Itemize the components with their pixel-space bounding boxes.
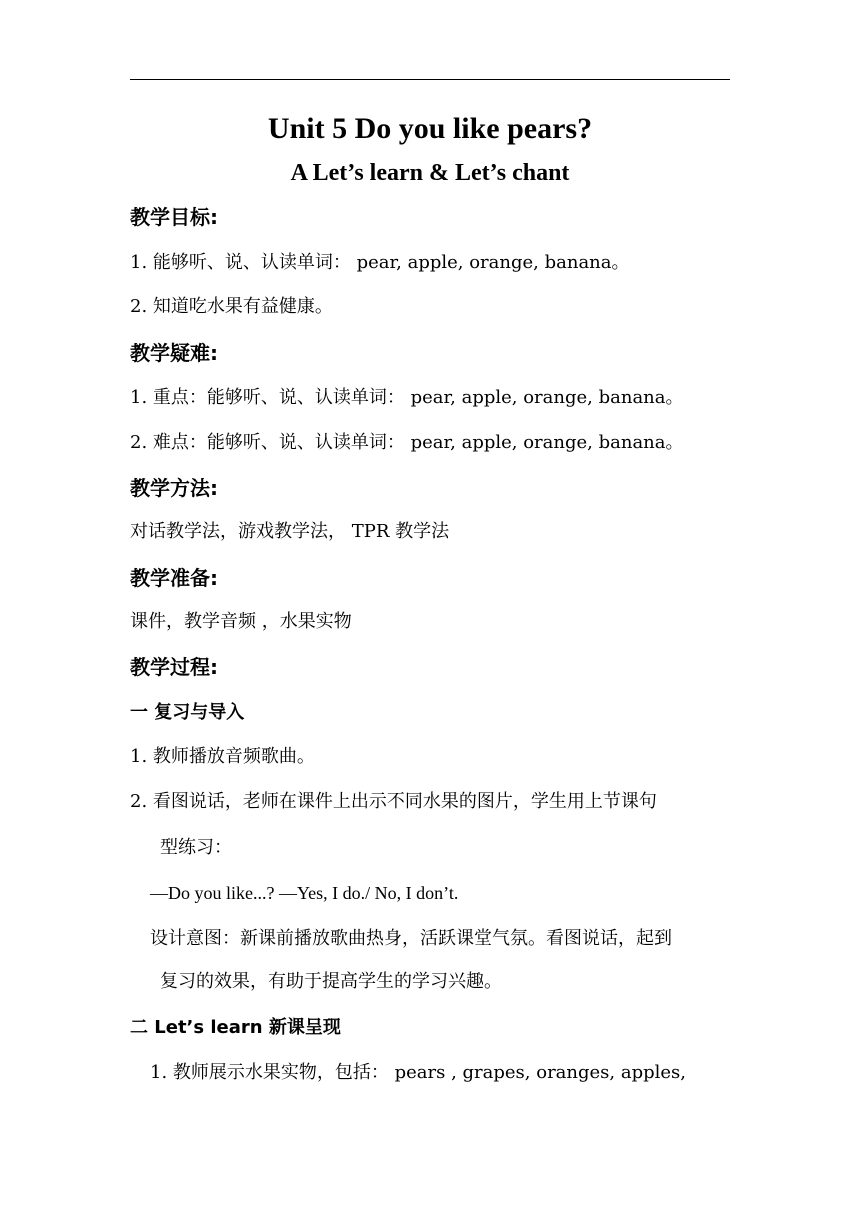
dialogue-example: —Do you like...? —Yes, I do./ No, I don’t. <box>150 883 459 903</box>
difficulty-item: 1. 重点：能够听、说、认读单词： pear, apple, orange, banana。 <box>130 387 684 408</box>
difficulty-item: 2. 难点：能够听、说、认读单词： pear, apple, orange, banana。 <box>130 432 684 453</box>
part2-heading: 二 Let’s learn 新课呈现 <box>130 1017 341 1038</box>
part1-item: 2. 看图说话，老师在课件上出示不同水果的图片，学生用上节课句 <box>130 791 657 812</box>
design-intent: 设计意图：新课前播放歌曲热身，活跃课堂气氛。看图说话，起到 <box>150 928 672 949</box>
objective-item: 1. 能够听、说、认读单词： pear, apple, orange, banana。 <box>130 252 630 273</box>
difficulties-heading: 教学疑难: <box>130 341 218 365</box>
process-heading: 教学过程: <box>130 655 218 679</box>
objective-item: 2. 知道吃水果有益健康。 <box>130 296 333 317</box>
page-title: Unit 5 Do you like pears? <box>267 112 593 145</box>
top-rule <box>130 79 730 80</box>
part1-item: 1. 教师播放音频歌曲。 <box>130 746 315 767</box>
methods-text: 对话教学法，游戏教学法， TPR 教学法 <box>130 521 450 542</box>
objectives-heading: 教学目标: <box>130 205 218 229</box>
methods-heading: 教学方法: <box>130 476 218 500</box>
part1-heading: 一 复习与导入 <box>130 702 245 723</box>
preparation-text: 课件，教学音频 ，水果实物 <box>130 611 352 632</box>
preparation-heading: 教学准备: <box>130 566 218 590</box>
page-subtitle: A Let’s learn & Let’s chant <box>290 160 570 186</box>
design-intent-continuation: 复习的效果，有助于提高学生的学习兴趣。 <box>160 971 502 992</box>
part1-item-continuation: 型练习： <box>160 837 232 858</box>
part2-item: 1. 教师展示水果实物，包括： pears , grapes, oranges, apples, <box>150 1062 687 1083</box>
